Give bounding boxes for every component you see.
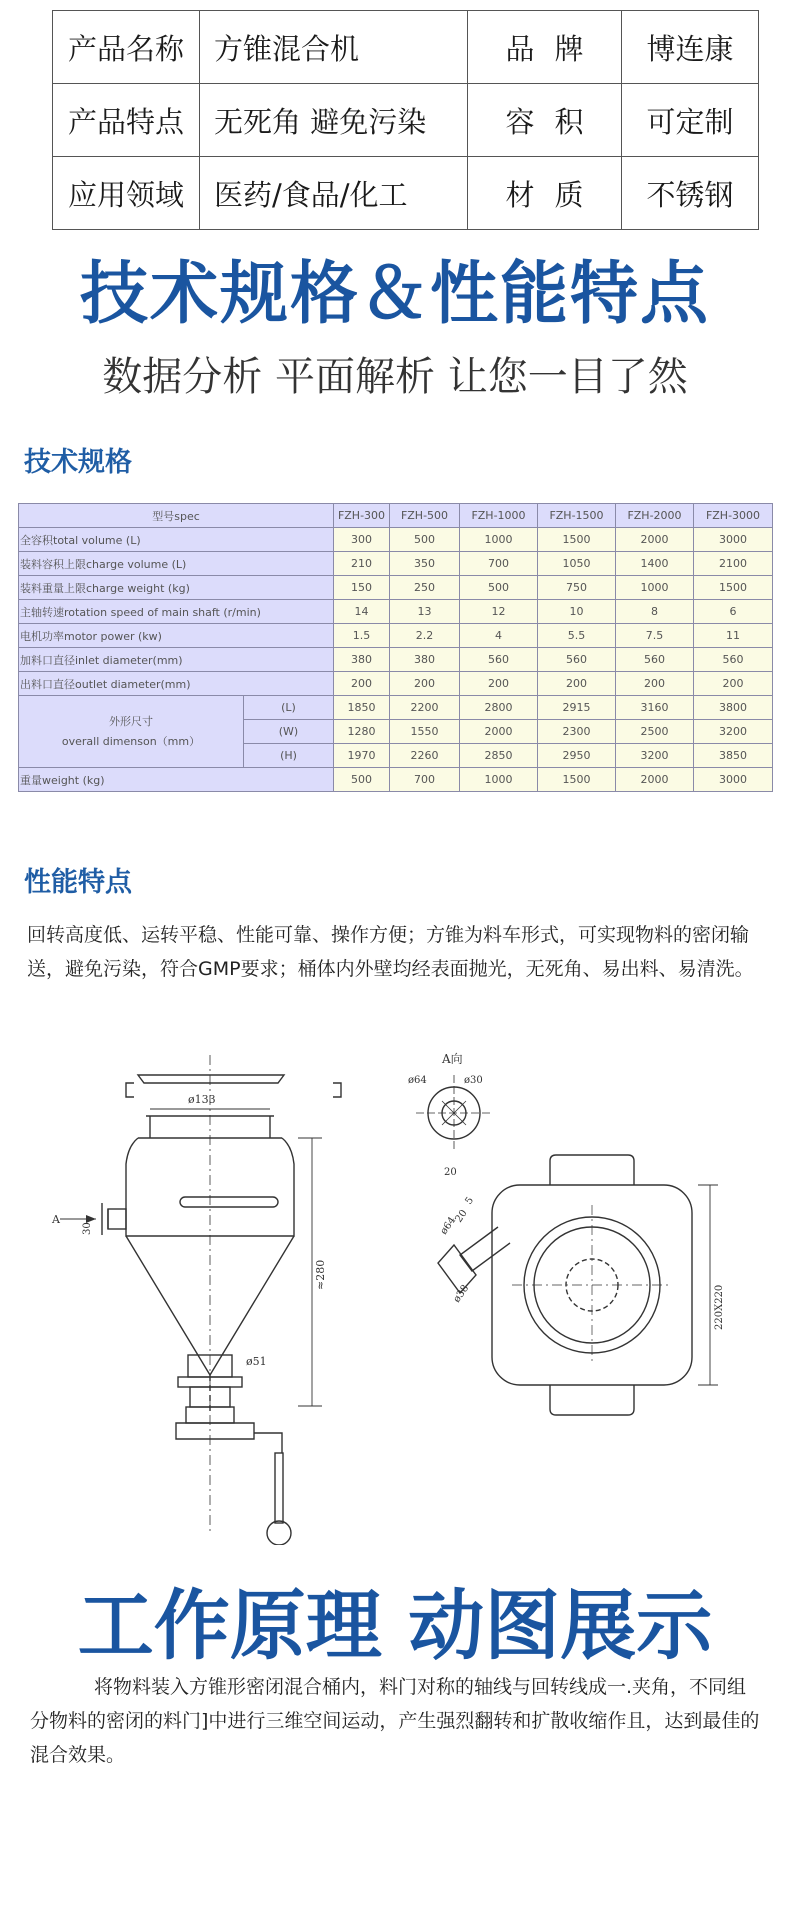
spec-cell: 2000 [616, 528, 694, 552]
spec-cell: 200 [334, 672, 390, 696]
spec-cell: 500 [390, 528, 460, 552]
info-value: 方锥混合机 [200, 11, 468, 84]
dim-label: 30 [82, 1222, 93, 1235]
main-title: 技术规格＆性能特点 [79, 255, 710, 334]
dims-label-en: overall dimenson（mm） [61, 734, 201, 748]
spec-cell: 3000 [694, 768, 773, 792]
spec-cell: 3000 [694, 528, 773, 552]
spec-cell: 1000 [616, 576, 694, 600]
info-label: 产品名称 [53, 11, 200, 84]
section-title-spec: 技术规格 [24, 447, 132, 478]
spec-cell: 700 [460, 552, 538, 576]
spec-row-label: 加料口直径inlet diameter(mm) [19, 648, 334, 672]
spec-cell: 1500 [538, 768, 616, 792]
spec-cell: 1550 [390, 720, 460, 744]
info-value: 医药/食品/化工 [200, 157, 468, 230]
spec-cell: 500 [460, 576, 538, 600]
spec-cell: 3200 [616, 744, 694, 768]
spec-dims-sublabel: (H) [244, 744, 334, 768]
section-title-performance: 性能特点 [24, 867, 132, 898]
spec-cell: 750 [538, 576, 616, 600]
spec-cell: 1500 [538, 528, 616, 552]
spec-dims-label [19, 696, 244, 768]
spec-cell: 2850 [460, 744, 538, 768]
spec-row [19, 600, 773, 624]
side-view [51, 1055, 341, 1545]
view-a-label: A向 [442, 1052, 463, 1066]
info-label: 品牌 [468, 11, 622, 84]
spec-cell: 200 [390, 672, 460, 696]
dim-label: ø51 [246, 1355, 267, 1368]
spec-header-label: 型号spec [19, 504, 334, 528]
spec-model-header: FZH-2000 [616, 504, 694, 528]
spec-cell: 500 [334, 768, 390, 792]
spec-cell: 1050 [538, 552, 616, 576]
spec-cell: 1000 [460, 768, 538, 792]
info-label: 应用领域 [53, 157, 200, 230]
spec-row [19, 648, 773, 672]
dim-label: ø64 [438, 1215, 459, 1237]
dim-label: ø133 [188, 1093, 216, 1106]
spec-cell: 6 [694, 600, 773, 624]
info-label: 产品特点 [53, 84, 200, 157]
spec-dims-sublabel: (W) [244, 720, 334, 744]
spec-cell: 1850 [334, 696, 390, 720]
spec-cell: 210 [334, 552, 390, 576]
spec-row [19, 552, 773, 576]
spec-table [18, 503, 773, 792]
spec-model-header: FZH-3000 [694, 504, 773, 528]
spec-cell: 2300 [538, 720, 616, 744]
spec-cell: 1500 [694, 576, 773, 600]
spec-cell: 250 [390, 576, 460, 600]
info-value: 可定制 [622, 84, 759, 157]
spec-cell: 8 [616, 600, 694, 624]
spec-cell: 560 [460, 648, 538, 672]
info-value: 不锈钢 [622, 157, 759, 230]
performance-text: 回转高度低、运转平稳、性能可靠、操作方便；方锥为料车形式，可实现物料的密闭输送，避免污染，符合GMP要求；桶体内外壁均经表面抛光，无死角、易出料、易清洗。 [27, 924, 754, 980]
spec-cell: 2100 [694, 552, 773, 576]
spec-row [19, 624, 773, 648]
spec-model-header: FZH-1500 [538, 504, 616, 528]
spec-row-label: 电机功率motor power (kw) [19, 624, 334, 648]
info-row [53, 157, 759, 230]
spec-cell: 380 [390, 648, 460, 672]
spec-dims-sublabel: (L) [244, 696, 334, 720]
info-value: 无死角 避免污染 [200, 84, 468, 157]
spec-cell: 11 [694, 624, 773, 648]
top-view [438, 1155, 725, 1415]
spec-row-label: 装料重量上限charge weight (kg) [19, 576, 334, 600]
dim-label: 220X220 [714, 1284, 725, 1330]
spec-cell: 13 [390, 600, 460, 624]
spec-cell: 2500 [616, 720, 694, 744]
spec-cell: 700 [390, 768, 460, 792]
spec-cell: 300 [334, 528, 390, 552]
spec-row [19, 768, 773, 792]
work-principle-title: 工作原理 动图展示 [77, 1581, 713, 1670]
info-label: 材质 [468, 157, 622, 230]
spec-cell: 2950 [538, 744, 616, 768]
spec-cell: 10 [538, 600, 616, 624]
dim-label: 20 [444, 1167, 457, 1178]
dim-label: ø38 [451, 1283, 472, 1305]
spec-model-header: FZH-1000 [460, 504, 538, 528]
spec-cell: 3800 [694, 696, 773, 720]
info-row [53, 11, 759, 84]
spec-cell: 1.5 [334, 624, 390, 648]
spec-cell: 2000 [460, 720, 538, 744]
dim-label: ø30 [464, 1075, 483, 1086]
spec-row-label: 主轴转速rotation speed of main shaft (r/min) [19, 600, 334, 624]
spec-cell: 3850 [694, 744, 773, 768]
spec-row-label: 重量weight (kg) [19, 768, 334, 792]
spec-cell: 2.2 [390, 624, 460, 648]
spec-cell: 2260 [390, 744, 460, 768]
spec-cell: 560 [538, 648, 616, 672]
spec-cell: 2200 [390, 696, 460, 720]
spec-model-header: FZH-500 [390, 504, 460, 528]
product-info-table [52, 10, 759, 230]
spec-cell: 2000 [616, 768, 694, 792]
dim-label: ≈280 [314, 1259, 327, 1290]
spec-cell: 380 [334, 648, 390, 672]
spec-cell: 1000 [460, 528, 538, 552]
spec-cell: 14 [334, 600, 390, 624]
spec-cell: 200 [616, 672, 694, 696]
spec-cell: 560 [616, 648, 694, 672]
dims-label-cn: 外形尺寸 [109, 714, 153, 728]
spec-cell: 1970 [334, 744, 390, 768]
spec-cell: 560 [694, 648, 773, 672]
spec-cell: 2800 [460, 696, 538, 720]
spec-row-label: 出料口直径outlet diameter(mm) [19, 672, 334, 696]
spec-cell: 5.5 [538, 624, 616, 648]
spec-cell: 2915 [538, 696, 616, 720]
spec-row-label: 全容积total volume (L) [19, 528, 334, 552]
dim-label: 5 [463, 1195, 477, 1207]
spec-cell: 3200 [694, 720, 773, 744]
dim-label: ø64 [408, 1075, 427, 1086]
work-principle-text: 将物料装入方锥形密闭混合桶内，料门对称的轴线与回转线成一.夹角，不同组分物料的密闭的料门]中进行三维空间运动，产生强烈翻转和扩散收缩作且，达到最佳的混合效果。 [30, 1676, 760, 1766]
info-label: 容积 [468, 84, 622, 157]
spec-cell: 4 [460, 624, 538, 648]
spec-cell: 350 [390, 552, 460, 576]
spec-row [19, 504, 773, 528]
spec-cell: 1400 [616, 552, 694, 576]
info-row [53, 84, 759, 157]
subtitle: 数据分析 平面解析 让您一目了然 [102, 354, 688, 400]
spec-cell: 200 [460, 672, 538, 696]
spec-cell: 1280 [334, 720, 390, 744]
technical-drawing [50, 1045, 760, 1545]
spec-row [19, 528, 773, 552]
dim-label: 20 [453, 1207, 470, 1225]
spec-row-label: 装料容积上限charge volume (L) [19, 552, 334, 576]
view-arrow-a: A [52, 1213, 60, 1226]
spec-cell: 3160 [616, 696, 694, 720]
spec-cell: 200 [694, 672, 773, 696]
view-a [408, 1052, 492, 1178]
spec-cell: 200 [538, 672, 616, 696]
spec-table-body [19, 504, 773, 792]
info-value: 博连康 [622, 11, 759, 84]
spec-row [19, 672, 773, 696]
spec-cell: 7.5 [616, 624, 694, 648]
spec-model-header: FZH-300 [334, 504, 390, 528]
spec-cell: 150 [334, 576, 390, 600]
spec-row [19, 576, 773, 600]
spec-row [19, 696, 773, 720]
spec-cell: 12 [460, 600, 538, 624]
